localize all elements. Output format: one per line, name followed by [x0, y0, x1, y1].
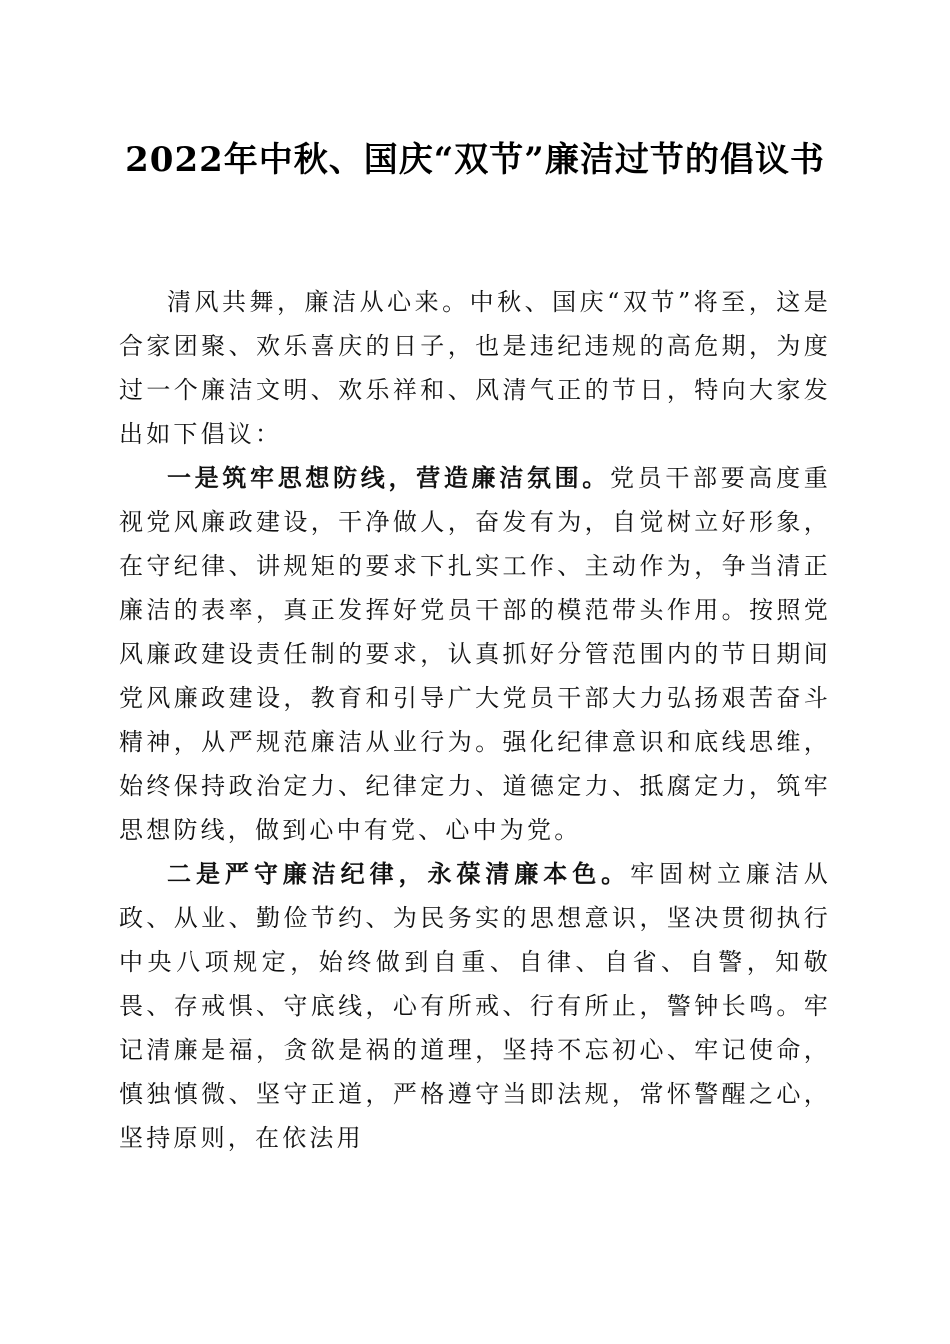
point-one-paragraph [119, 456, 831, 852]
point-two-heading: 二是严守廉洁纪律，永葆清廉本色。 [167, 859, 631, 888]
point-two-paragraph [119, 852, 831, 1160]
point-one-text: 党员干部要高度重视党风廉政建设，干净做人，奋发有为，自觉树立好形象，在守纪律、讲规矩的要求下扎实工作、主动作为，争当清正廉洁的表率，真正发挥好党员干部的模范带头作用。按照党风廉政建设责任制的要求，认真抓好分管范围内的节日期间党风廉政建设，教育和引导广大党员干部大力弘扬艰苦奋斗精神，从严规范廉洁从业行为。强化纪律意识和底线思维，始终保持政治定力、纪律定力、道德定力、抵腐定力，筑牢思想防线，做到心中有党、心中为党。 [119, 464, 831, 844]
document-title: 2022年中秋、国庆“双节”廉洁过节的倡议书 [125, 140, 825, 180]
document-body [119, 280, 831, 1160]
point-one-heading: 一是筑牢思想防线，营造廉洁氛围。 [167, 463, 610, 492]
intro-paragraph: 清风共舞，廉洁从心来。中秋、国庆“双节”将至，这是合家团聚、欢乐喜庆的日子，也是违纪违规的高危期，为度过一个廉洁文明、欢乐祥和、风清气正的节日，特向大家发出如下倡议： [119, 288, 831, 448]
point-two-text: 牢固树立廉洁从政、从业、勤俭节约、为民务实的思想意识，坚决贯彻执行中央八项规定，始终做到自重、自律、自省、自警，知敬畏、存戒惧、守底线，心有所戒、行有所止，警钟长鸣。牢记清廉是福，贪欲是祸的道理，坚持不忘初心、牢记使命，慎独慎微、坚守正道，严格遵守当即法规，常怀警醒之心，坚持原则，在依法用 [119, 860, 831, 1152]
